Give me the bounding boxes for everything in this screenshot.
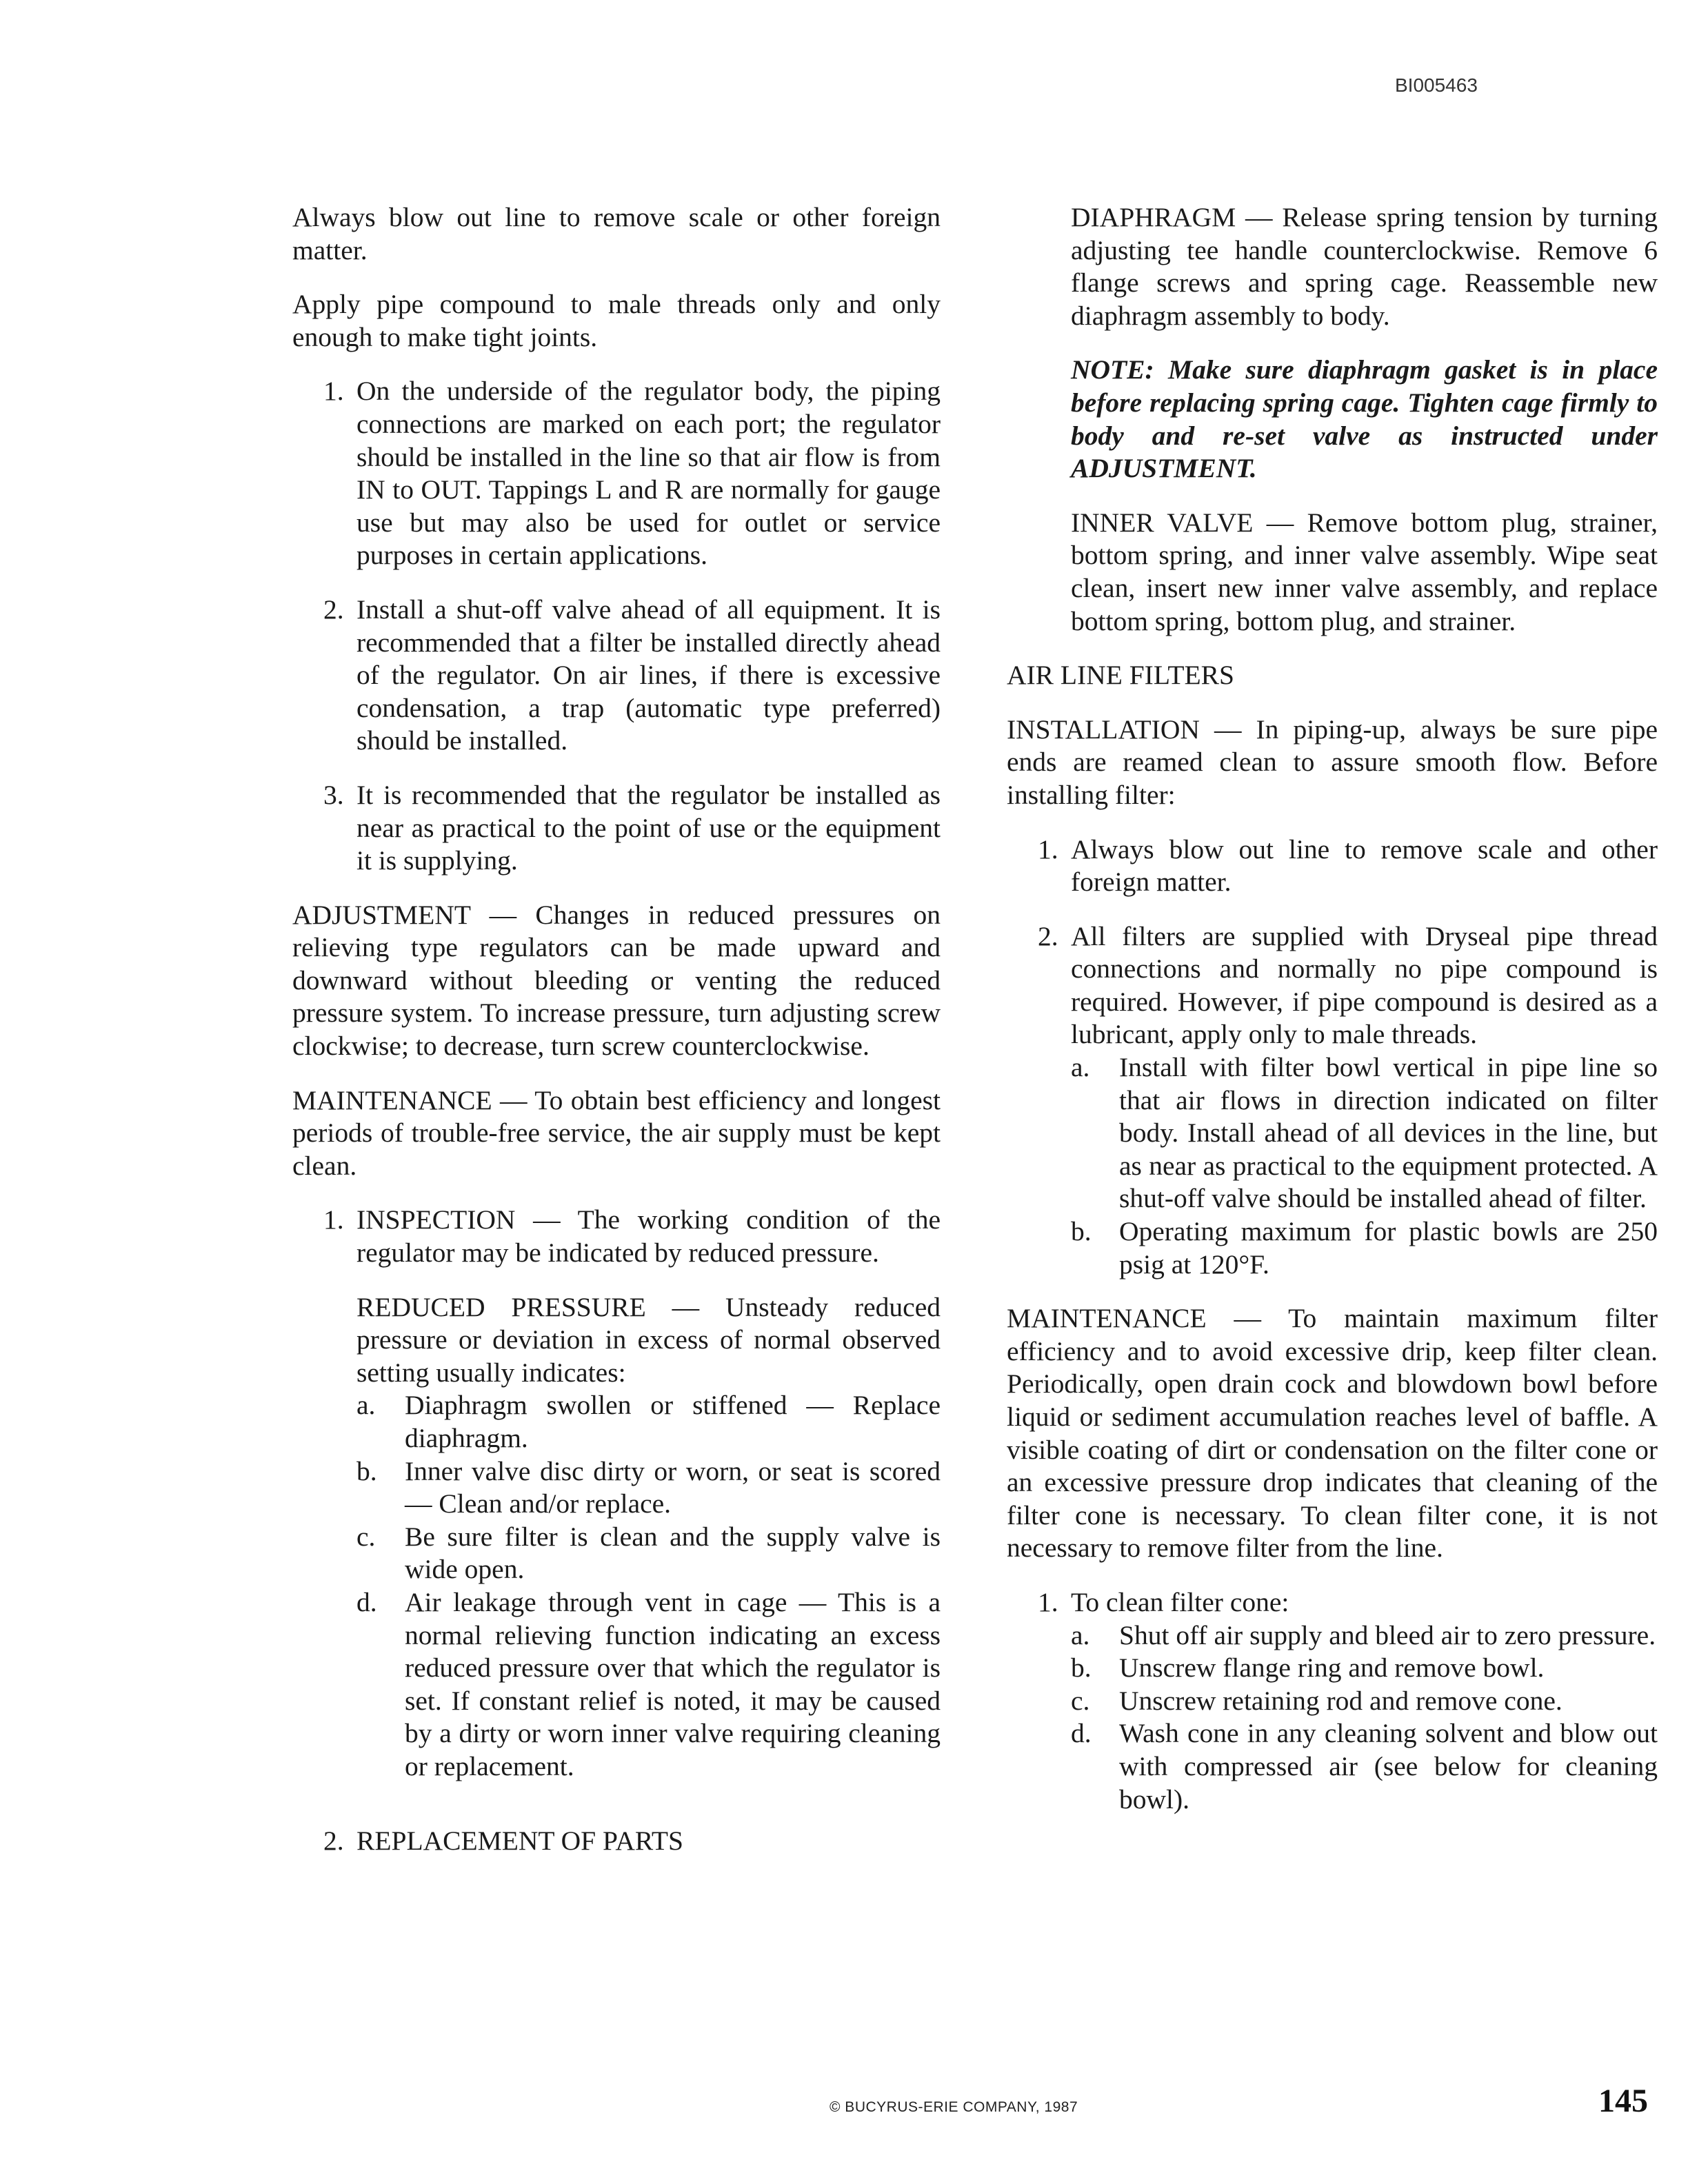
list-text: To clean filter cone: (1071, 1586, 1289, 1617)
list-text: Unscrew retaining rod and remove cone. (1119, 1685, 1563, 1716)
list-letter: c. (1071, 1685, 1090, 1716)
list-text: Install with filter bowl vertical in pipe line so that air flows in direction indicated on filter body. Install ahead of all devices in the line, but as near as practical to the equipment protected. A shut-off valve should be installed ahead of filter. (1119, 1052, 1658, 1214)
list-item (1071, 1717, 1658, 1816)
list-letter: a. (1071, 1052, 1090, 1083)
list-item (1071, 1619, 1658, 1652)
list-item (1071, 1685, 1658, 1718)
list-number: 2. (323, 594, 344, 625)
list-item (356, 1455, 941, 1521)
list-item-inspection (292, 1204, 941, 1783)
list-number: 1. (1038, 833, 1058, 865)
paragraph-inspection: INSPECTION — The working condition of the regulator may be indicated by reduced pressure. (356, 1204, 941, 1268)
list-text: Be sure filter is clean and the supply valve is wide open. (405, 1521, 941, 1585)
list-number: 3. (323, 779, 344, 810)
list-text: Inner valve disc dirty or worn, or seat is scored — Clean and/or replace. (405, 1455, 941, 1519)
list-item (356, 1389, 941, 1455)
list-item-clean-cone (1007, 1586, 1658, 1816)
paragraph-filter-maintenance: MAINTENANCE — To maintain maximum filter efficiency and to avoid excessive drip, keep filter clean. Periodically, open drain cock and blowdown bowl before liquid or sediment accumulation reaches level of baffle. A visible coating of dirt or condensation on the filter cone or an excessive pressure drop indicates that cleaning of the filter cone is necessary. To clean filter cone, it is not necessary to remove filter from the line. (1007, 1303, 1658, 1564)
paragraph-diaphragm: DIAPHRAGM — Release spring tension by turning adjusting tee handle counterclockwise. Remove 6 flange screws and spring cage. Reassemble new diaphragm assembly to body. (1071, 202, 1658, 331)
list-item (1007, 920, 1658, 1282)
left-column (292, 201, 941, 1879)
list-text: It is recommended that the regulator be installed as near as practical to the point of use or the equipment it is supplying. (356, 779, 941, 876)
list-letter: b. (1071, 1652, 1092, 1684)
list-text: Operating maximum for plastic bowls are 250 psig at 120°F. (1119, 1216, 1658, 1280)
list-number: 2. (1038, 920, 1058, 951)
clean-steps-list (1071, 1619, 1658, 1817)
paragraph-blow-out: Always blow out line to remove scale or other foreign matter. (292, 202, 941, 265)
list-text: Wash cone in any cleaning solvent and blow out with compressed air (see below for cleaning bowl). (1119, 1718, 1658, 1814)
list-text: Air leakage through vent in cage — This is a normal relieving function indicating an excess reduced pressure over that which the regulator is set. If constant relief is noted, it may be caused by a dirty or worn inner valve requiring cleaning or replacement. (405, 1586, 941, 1781)
installation-list (292, 375, 941, 877)
paragraph-adjustment: ADJUSTMENT — Changes in reduced pressures on relieving type regulators can be made upward and downward without bleeding or venting the reduced pressure system. To increase pressure, turn adjusting screw clockwise; to decrease, turn screw counterclockwise. (292, 899, 941, 1062)
list-item (1071, 1215, 1658, 1281)
paragraph-maintenance: MAINTENANCE — To obtain best efficiency and longest periods of trouble-free service, the air supply must be kept clean. (292, 1084, 941, 1181)
list-letter: b. (1071, 1216, 1092, 1247)
copyright-notice: © BUCYRUS-ERIE COMPANY, 1987 (830, 2099, 1078, 2115)
list-item-replacement (292, 1825, 941, 1858)
right-column (1007, 201, 1658, 1837)
list-item (292, 594, 941, 758)
list-item (1007, 833, 1658, 899)
heading-air-line-filters: AIR LINE FILTERS (1007, 660, 1234, 691)
list-number: 1. (1038, 1586, 1058, 1617)
list-item (356, 1586, 941, 1783)
document-id: BI005463 (1395, 74, 1478, 96)
list-text: On the underside of the regulator body, the piping connections are marked on each port; the regulator should be installed in the line so that air flow is from IN to OUT. Tappings L and R are normally for gauge use but may also be used for outlet or service purposes in certain applications. (356, 376, 941, 571)
list-item (1071, 1051, 1658, 1215)
list-number: 1. (323, 1204, 344, 1235)
list-text: Diaphragm swollen or stiffened — Replace diaphragm. (405, 1390, 941, 1453)
paragraph-inner-valve: INNER VALVE — Remove bottom plug, strainer, bottom spring, and inner valve assembly. Wipe seat clean, insert new inner valve assembly, and replace bottom spring, bottom plug, and strainer. (1071, 507, 1658, 636)
list-letter: c. (356, 1521, 376, 1552)
paragraph-installation: INSTALLATION — In piping-up, always be sure pipe ends are reamed clean to assure smooth flow. Before installing filter: (1007, 714, 1658, 810)
note-diaphragm-gasket: NOTE: Make sure diaphragm gasket is in place before replacing spring cage. Tighten cage firmly to body and re-set valve as instructed under ADJUSTMENT. (1071, 354, 1658, 484)
list-letter: d. (1071, 1718, 1092, 1749)
list-item (1071, 1652, 1658, 1685)
list-text: All filters are supplied with Dryseal pipe thread connections and normally no pipe compound is required. However, if pipe compound is desired as a lubricant, apply only to male threads. (1071, 920, 1658, 1050)
list-text: Always blow out line to remove scale and other foreign matter. (1071, 833, 1658, 898)
list-text: Unscrew flange ring and remove bowl. (1119, 1652, 1545, 1684)
filter-sub-list (1071, 1051, 1658, 1281)
list-number: 1. (323, 376, 344, 407)
list-letter: a. (356, 1390, 376, 1421)
page-number: 145 (1598, 2083, 1648, 2119)
list-item (356, 1521, 941, 1586)
list-letter: d. (356, 1586, 377, 1617)
list-text: Install a shut-off valve ahead of all equipment. It is recommended that a filter be installed directly ahead of the regulator. On air lines, if there is excessive condensation, a trap (automatic type preferred) should be installed. (356, 594, 941, 756)
list-item (292, 779, 941, 878)
list-text: Shut off air supply and bleed air to zero pressure. (1119, 1619, 1656, 1650)
paragraph-pipe-compound: Apply pipe compound to male threads only and only enough to make tight joints. (292, 289, 941, 352)
causes-list (356, 1389, 941, 1783)
list-letter: b. (356, 1455, 377, 1486)
list-number: 2. (323, 1825, 344, 1856)
list-letter: a. (1071, 1619, 1090, 1650)
list-item (292, 375, 941, 572)
heading-replacement: REPLACEMENT OF PARTS (356, 1825, 683, 1856)
paragraph-reduced-pressure: REDUCED PRESSURE — Unsteady reduced pressure or deviation in excess of normal observed setting usually indicates: (356, 1291, 941, 1388)
